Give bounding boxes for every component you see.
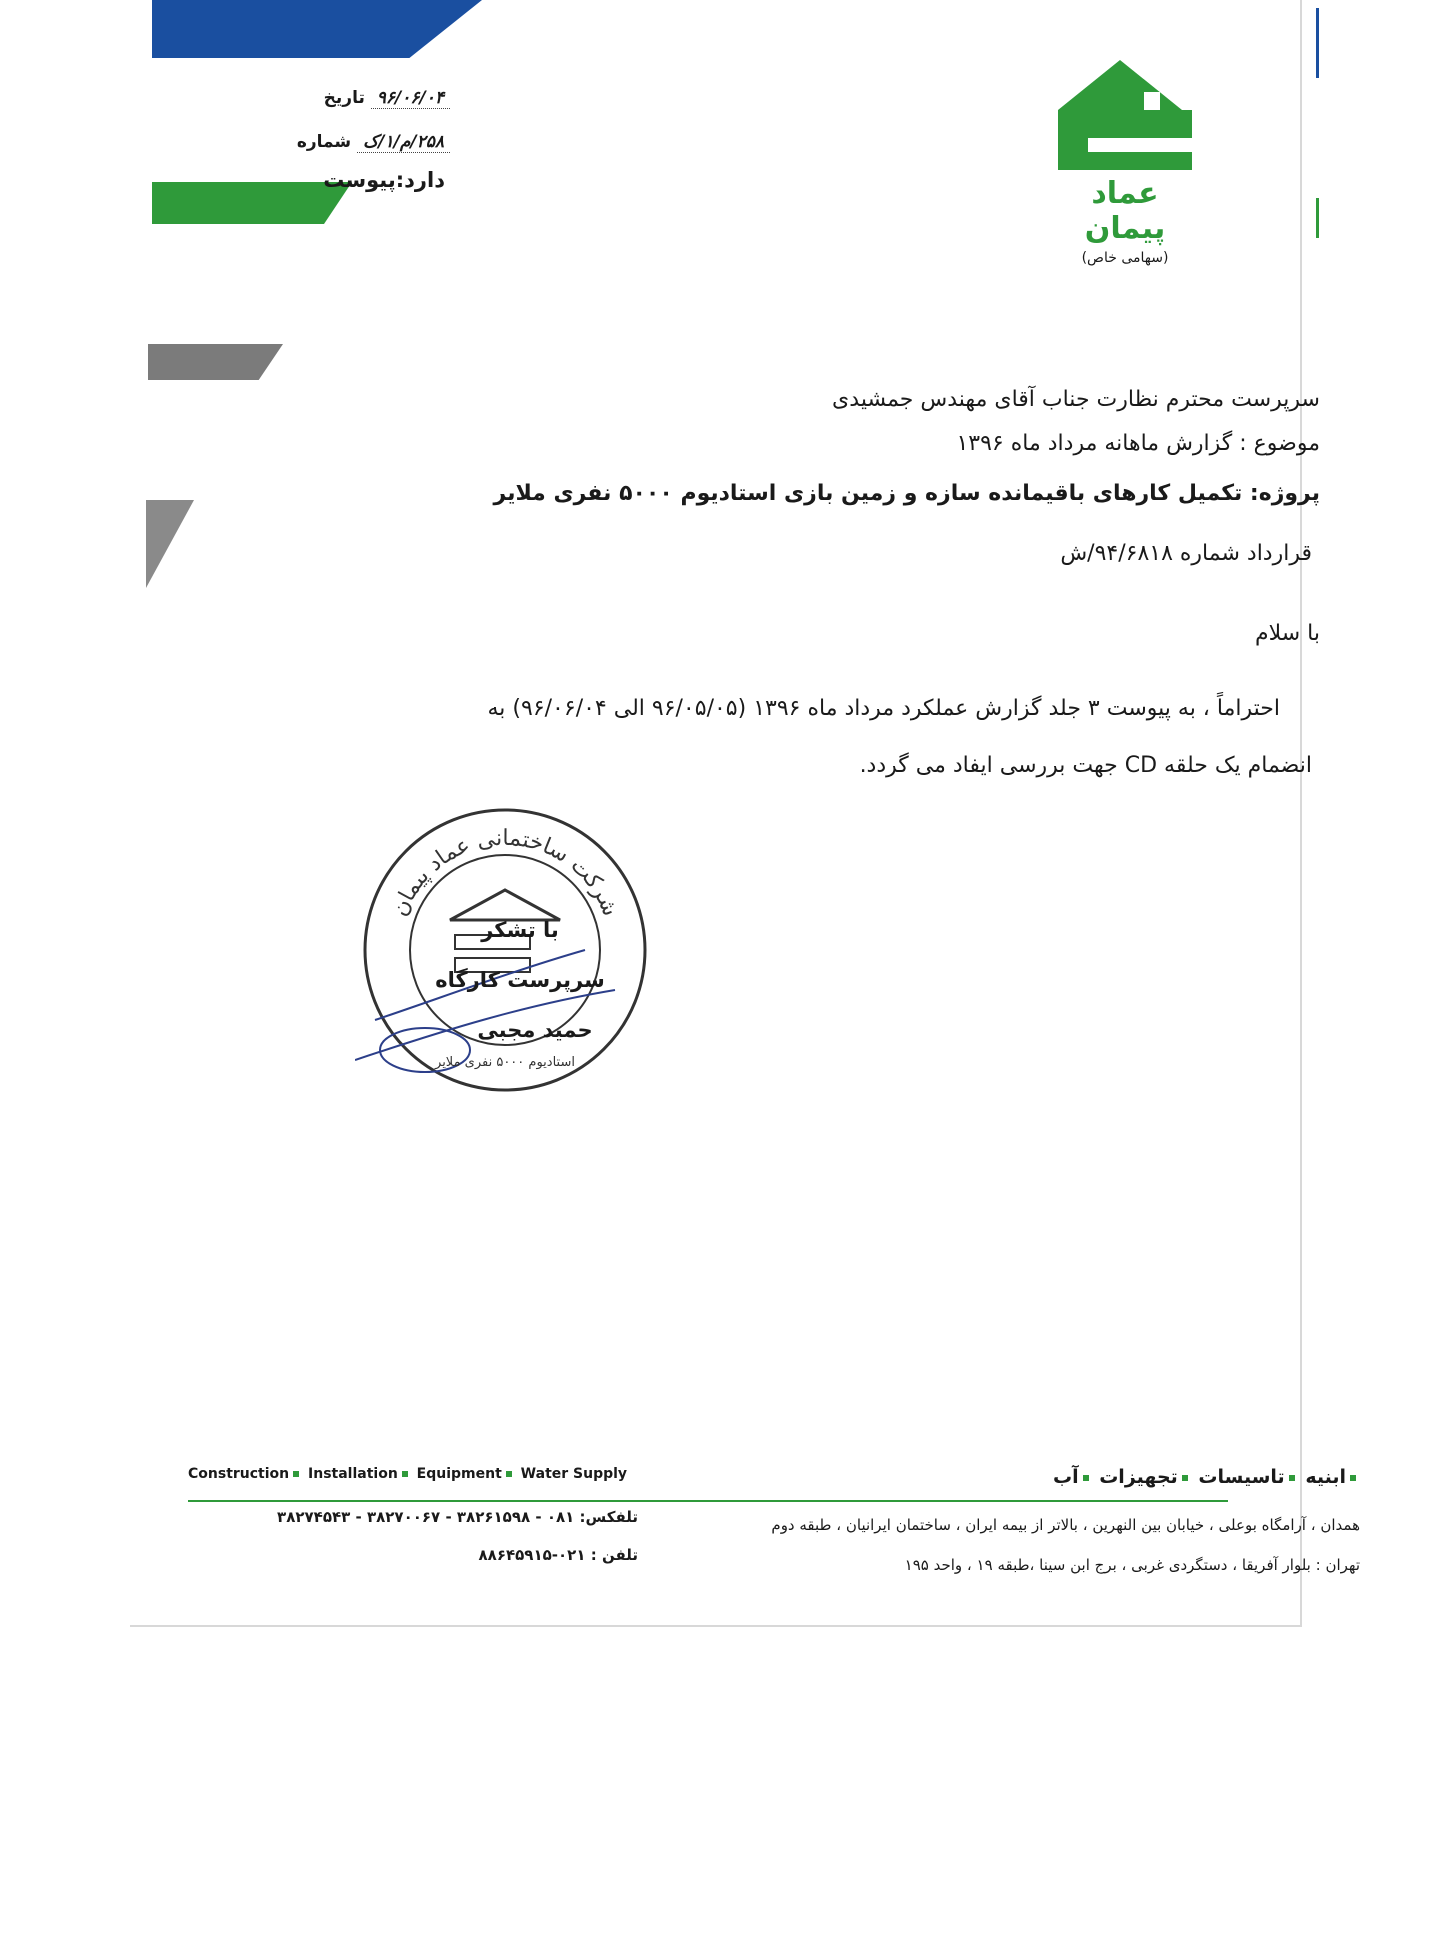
signature-thanks: با تشکر [481,918,559,942]
stamp-top-text: شرکت ساختمانی عماد پیمان [387,825,623,920]
footer-hamedan-address: همدان ، آرامگاه بوعلی ، خیابان بین النهرین ، بالاتر از بیمه ایران ، ساختمان ایرانیان ، طبقه دوم [771,1516,1360,1534]
separator-dot [402,1471,408,1477]
footer-divider [188,1500,1228,1502]
gray-stripe-1 [148,344,283,380]
separator-dot [293,1471,299,1477]
separator-dot [1350,1475,1356,1481]
greeting: با سلام [1254,621,1320,646]
separator-dot [506,1471,512,1477]
separator-dot [1289,1475,1295,1481]
hamedan-phone-numbers: ۰۸۱ - ۳۸۲۶۱۵۹۸ - ۳۸۲۷۰۰۶۷ - ۳۸۲۷۴۵۴۳ [277,1508,575,1526]
date-line [240,88,450,108]
service-en-installation: Installation [308,1466,398,1482]
number-line [240,132,450,152]
service-fa-3: تجهیزات [1099,1466,1178,1488]
logo-subtitle: (سهامی خاص) [1081,250,1169,266]
gray-stripe-2 [146,500,194,588]
house-e-logo-icon [1050,58,1200,170]
company-stamp [355,800,655,1100]
right-edge-line [1316,8,1319,78]
service-en-construction: Construction [188,1466,290,1482]
body-line-1: احتراماً ، به پیوست ۳ جلد گزارش عملکرد مرداد ماه ۱۳۹۶ (۹۶/۰۵/۰۵ الی ۹۶/۰۶/۰۴) به [487,696,1280,721]
logo-name: عماد پیمان [1084,176,1166,246]
body-line-2: انضمام یک حلقه CD جهت بررسی ایفاد می گردد. [859,753,1312,778]
separator-dot [1182,1475,1188,1481]
signature-role: سرپرست کارگاه [435,968,605,992]
service-fa-2: تاسیسات [1198,1466,1285,1488]
letter-sheet [130,0,1360,1627]
tehran-phone-number: ۰۲۱-۸۸۶۴۵۹۱۵ [478,1546,586,1564]
service-en-water: Water Supply [520,1466,628,1482]
footer-services-en [188,1466,658,1482]
service-fa-4: آب [1052,1466,1079,1488]
subject: موضوع : گزارش ماهانه مرداد ماه ۱۳۹۶ [956,431,1320,456]
footer-tehran-phone [380,1546,638,1564]
stamp-bottom-text: استادیوم ۵۰۰۰ نفری ملایر [435,1055,575,1070]
company-logo [1050,58,1200,266]
project: پروژه: تکمیل کارهای باقیمانده سازه و زمین بازی استادیوم ۵۰۰۰ نفری ملایر [493,481,1320,506]
signature-name: حمید مجبی [477,1018,593,1042]
number-label: شماره [296,132,352,152]
tehran-phone-label: تلفن : [590,1546,638,1564]
number-value: ۲۵۸/م/۱/ک [357,132,450,153]
attachment-line: دارد:پیوست [323,168,445,192]
recipient: سرپرست محترم نظارت جناب آقای مهندس جمشیدی [832,387,1320,412]
separator-dot [1083,1475,1089,1481]
footer-hamedan-phones [188,1508,638,1526]
right-edge-green [1316,198,1319,238]
date-value: ۹۶/۰۶/۰۴ [371,88,450,109]
service-en-equipment: Equipment [416,1466,502,1482]
footer-tehran-address: تهران : بلوار آفریقا ، دستگردی غربی ، برج ابن سینا ،طبقه ۱۹ ، واحد ۱۹۵ [904,1556,1360,1574]
date-label: تاریخ [323,88,365,108]
blue-stripe [152,0,482,58]
footer-services-fa [890,1466,1360,1488]
contract: قرارداد شماره ۹۴/۶۸۱۸/ش [1060,541,1312,566]
hamedan-phone-label: تلفکس: [579,1508,638,1526]
service-fa-1: ابنیه [1305,1466,1346,1488]
